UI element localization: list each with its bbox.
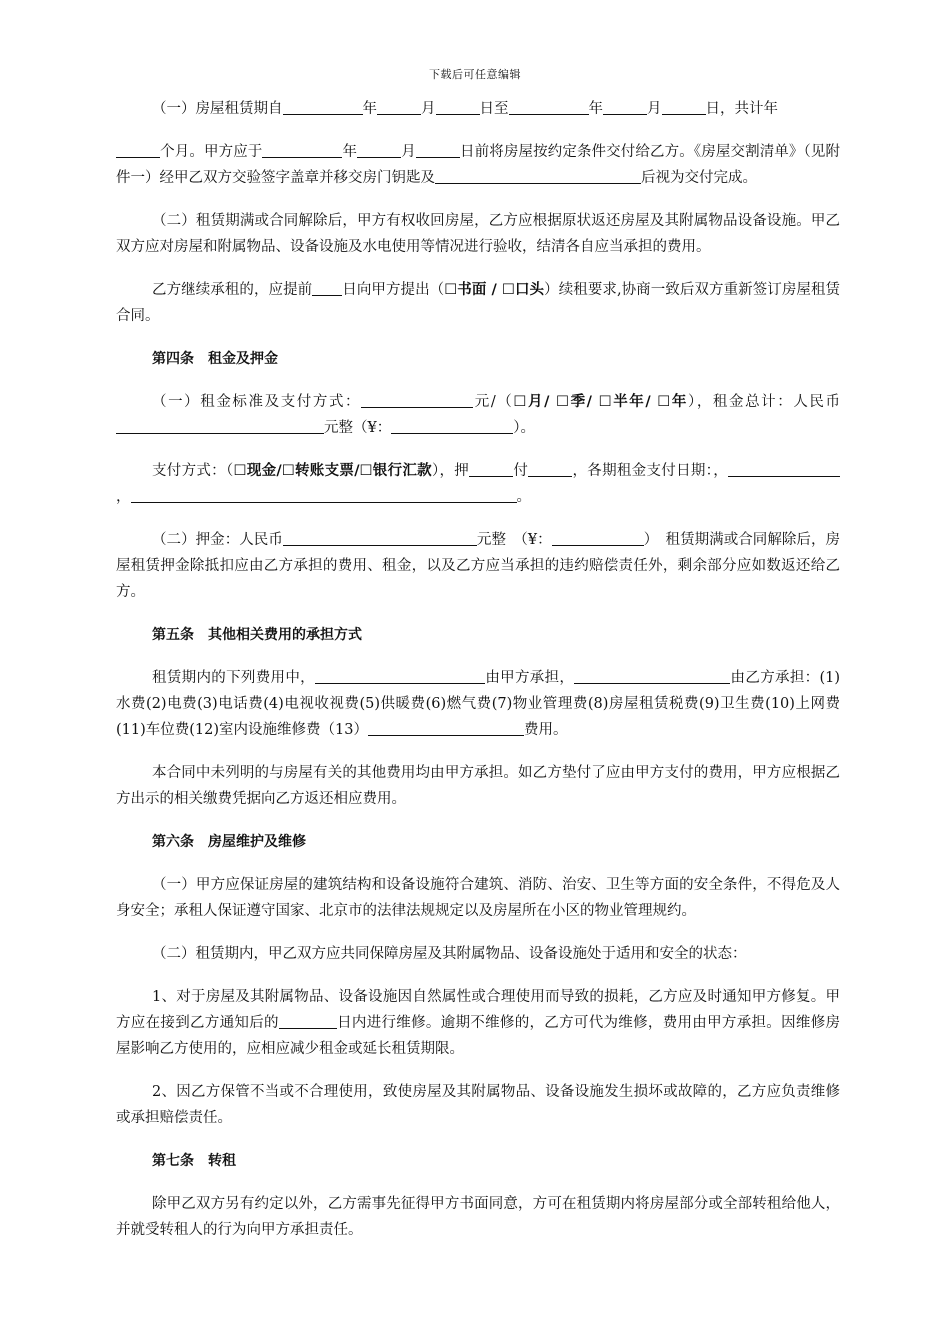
lease-term-clause-1: （一）房屋租赁期自 年 月 日至 年 月 日，共计年: [116, 96, 840, 122]
article-6-heading: 第六条 房屋维护及维修: [152, 834, 306, 850]
delivery-day-blank[interactable]: [416, 139, 460, 158]
safety-clause: （一）甲方应保证房屋的建筑结构和设备设施符合建筑、消防、治安、卫生等方面的安全条件，不得危及人身安全；承租人保证遵守国家、北京市的法律法规规定以及房屋所在小区的物业管理规约。: [116, 877, 840, 919]
sublease-clause: 除甲乙双方另有约定以外，乙方需事先征得甲方书面同意，方可在租赁期内将房屋部分或全部转租给他人，并就受转租人的行为向甲方承担责任。: [116, 1196, 840, 1238]
renewal-method-options[interactable]: ☐书面 / ☐口头: [444, 282, 545, 298]
landlord-fees-blank[interactable]: [315, 665, 485, 684]
download-note: 下载后可任意编辑: [429, 68, 521, 81]
renewal-days-blank[interactable]: [312, 277, 342, 296]
deposit-months-blank[interactable]: [469, 458, 513, 477]
payment-method-clause: 支付方式：（☐现金/☐转账支票/☐银行汇款），押 付 ，各期租金支付日期：，， 。: [116, 458, 840, 510]
repair-clause: 1、对于房屋及其附属物品、设备设施因自然属性或合理使用而导致的损耗，乙方应及时通知甲方修复。甲方应在接到乙方通知后的 日内进行维修。逾期不维修的，乙方可代为维修，费用由甲方承担。因维修房屋影响乙方使用的，应相应减少租金或延长租赁期限。: [116, 989, 841, 1057]
end-day-blank[interactable]: [662, 96, 706, 115]
payment-date-blank-2[interactable]: [131, 484, 517, 503]
payment-method-options[interactable]: ☐现金/☐转账支票/☐银行汇款: [233, 463, 432, 479]
other-fee-blank[interactable]: [368, 717, 524, 736]
deposit-clause: （二）押金：人民币 元整 （¥： ） 租赁期满或合同解除后，房屋租赁押金除抵扣应由乙方承担的费用、租金，以及乙方应当承担的违约赔偿责任外，剩余部分应如数返还给乙方。: [116, 527, 840, 605]
contract-body: [116, 96, 840, 1260]
deposit-rmb-blank[interactable]: [283, 527, 477, 546]
total-months-blank[interactable]: [116, 139, 160, 158]
delivery-year-blank[interactable]: [262, 139, 342, 158]
start-day-blank[interactable]: [436, 96, 480, 115]
end-year-blank[interactable]: [509, 96, 589, 115]
lease-term-clause-2: （二）租赁期满或合同解除后，甲方有权收回房屋，乙方应根据原状返还房屋及其附属物品设备设施。甲乙双方应对房屋和附属物品、设备设施及水电使用等情况进行验收，结清各自应当承担的费用。: [116, 213, 840, 255]
rent-amount-blank[interactable]: [361, 389, 473, 408]
rent-total-number-blank[interactable]: [391, 415, 513, 434]
delivery-month-blank[interactable]: [357, 139, 401, 158]
article-5-heading: 第五条 其他相关费用的承担方式: [152, 627, 362, 643]
damage-liability-clause: 2、因乙方保管不当或不合理使用，致使房屋及其附属物品、设备设施发生损坏或故障的，乙方应负责维修或承担赔偿责任。: [116, 1084, 840, 1126]
article-4-heading: 第四条 租金及押金: [152, 351, 278, 367]
repair-days-blank[interactable]: [279, 1010, 337, 1029]
pay-months-blank[interactable]: [528, 458, 572, 477]
unlisted-fees-clause: 本合同中未列明的与房屋有关的其他费用均由甲方承担。如乙方垫付了应由甲方支付的费用，甲方应根据乙方出示的相关缴费凭据向乙方返还相应费用。: [116, 765, 840, 807]
rent-standard-clause: （一）租金标准及支付方式： 元/（☐月/ ☐季/ ☐半年/ ☐年），租金总计：人民币元整（¥： ）。: [116, 389, 840, 441]
end-month-blank[interactable]: [603, 96, 647, 115]
deposit-number-blank[interactable]: [552, 527, 644, 546]
keys-items-blank[interactable]: [435, 165, 641, 184]
fee-allocation-clause: 租赁期内的下列费用中， 由甲方承担， 由乙方承担：(1)水费(2)电费(3)电话费(4)电视收视费(5)供暖费(6)燃气费(7)物业管理费(8)房屋租赁税费(9)卫生费(10)上网费(11)车位费(12)室内设施维修费（13） 费用。: [116, 665, 840, 743]
joint-maintenance-clause: （二）租赁期内，甲乙双方应共同保障房屋及其附属物品、设备设施处于适用和安全的状态：: [152, 946, 747, 962]
lease-term-delivery: 个月。甲方应于 年 月 日前将房屋按约定条件交付给乙方。《房屋交割清单》（见附件一）经甲乙双方交验签字盖章并移交房门钥匙及 后视为交付完成。: [116, 139, 840, 191]
payment-date-blank-1[interactable]: [728, 458, 840, 477]
rent-total-rmb-blank[interactable]: [116, 415, 324, 434]
article-7-heading: 第七条 转租: [152, 1153, 236, 1169]
start-year-blank[interactable]: [283, 96, 363, 115]
tenant-fees-blank[interactable]: [574, 665, 730, 684]
renewal-clause: 乙方继续承租的，应提前 日向甲方提出（☐书面 / ☐口头）续租要求,协商一致后双方重新签订房屋租赁合同。: [116, 277, 840, 329]
start-month-blank[interactable]: [377, 96, 421, 115]
rent-period-options[interactable]: ☐月/ ☐季/ ☐半年/ ☐年: [513, 394, 688, 410]
